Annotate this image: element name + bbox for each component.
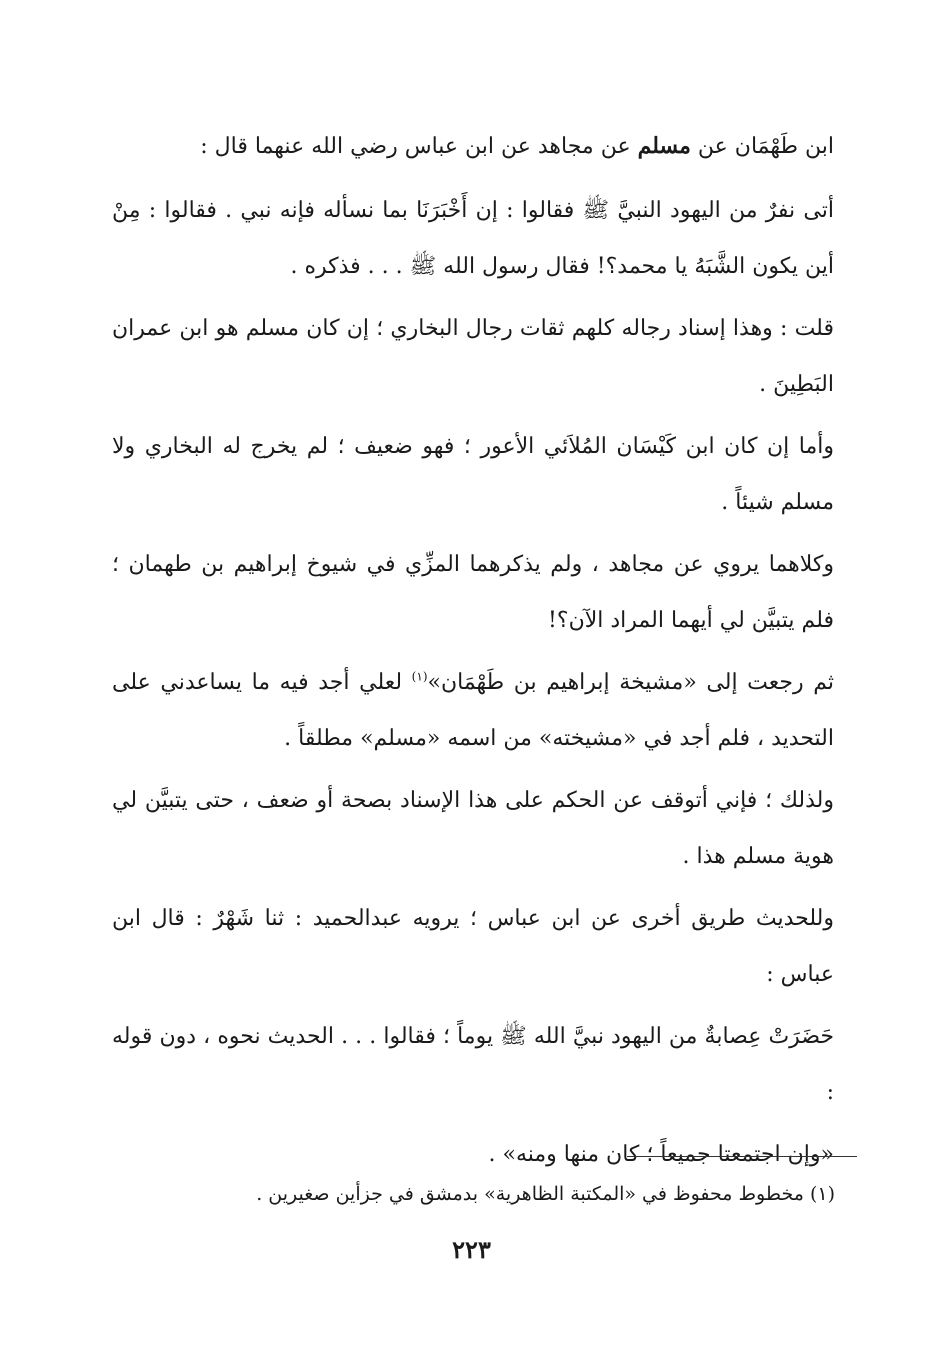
page-number: ٢٢٣ (452, 1235, 491, 1264)
paragraph-other-route: وللحديث طريق أخرى عن ابن عباس ؛ يرويه عبدالحميد : ثنا شَهْرٌ : قال ابن عباس : (112, 906, 834, 987)
opening-line (112, 118, 834, 175)
footnote-divider (627, 1156, 857, 1157)
paragraph-mizzi: وكلاهما يروي عن مجاهد ، ولم يذكرهما المزِّي في شيوخ إبراهيم بن طهمان ؛ فلم يتبيَّن لي أيهما المراد الآن؟! (112, 552, 834, 633)
opening-line-end: عن مجاهد عن ابن عباس رضي الله عنهما قال : (200, 134, 638, 159)
paragraph-isaba: حَضَرَتْ عِصابةٌ من اليهود نبيَّ الله ﷺ يوماً ؛ فقالوا . . . الحديث نحوه ، دون قوله : (112, 1024, 834, 1105)
footnote-marker[interactable]: (١) (411, 669, 428, 684)
paragraph-hadith: أتى نفرٌ من اليهود النبيَّ ﷺ فقالوا : إن أَخْبَرَنَا بما نسأله فإنه نبي . فقالوا : مِنْ أين يكون الشَّبَهُ يا محمد؟! فقال رسول الله ﷺ . . . فذكره . (112, 198, 834, 279)
opening-line-start: ابن طَهْمَان عن (690, 134, 834, 159)
page-body (112, 118, 834, 1183)
paragraph-isnad: قلت : وهذا إسناد رجاله كلهم ثقات رجال البخاري ؛ إن كان مسلم هو ابن عمران البَطِينَ . (112, 316, 834, 397)
opening-line-bold: مسلم (637, 133, 691, 159)
paragraph-tawaqquf: ولذلك ؛ فإني أتوقف عن الحكم على هذا الإسناد بصحة أو ضعف ، حتى يتبيَّن لي هوية مسلم هذا . (112, 788, 834, 869)
quoted-text: «وإن اجتمعتا جميعاً ؛ كان منها ومنه» . (488, 1142, 834, 1167)
mashyakha-start: ثم رجعت إلى «مشيخة إبراهيم بن طَهْمَان» (427, 670, 834, 695)
mashyakha-end: لعلي أجد فيه ما يساعدني على التحديد ، فلم أجد في «مشيخته» من اسمه «مسلم» مطلقاً . (112, 670, 834, 751)
paragraph-mashyakha (112, 655, 834, 767)
footnote: (١) مخطوط محفوظ في «المكتبة الظاهرية» بدمشق في جزأين صغيرين . (256, 1183, 835, 1205)
paragraph-kaysan: وأما إن كان ابن كَيْسَان المُلاَئي الأعور ؛ فهو ضعيف ؛ لم يخرج له البخاري ولا مسلم شيئاً . (112, 434, 834, 515)
